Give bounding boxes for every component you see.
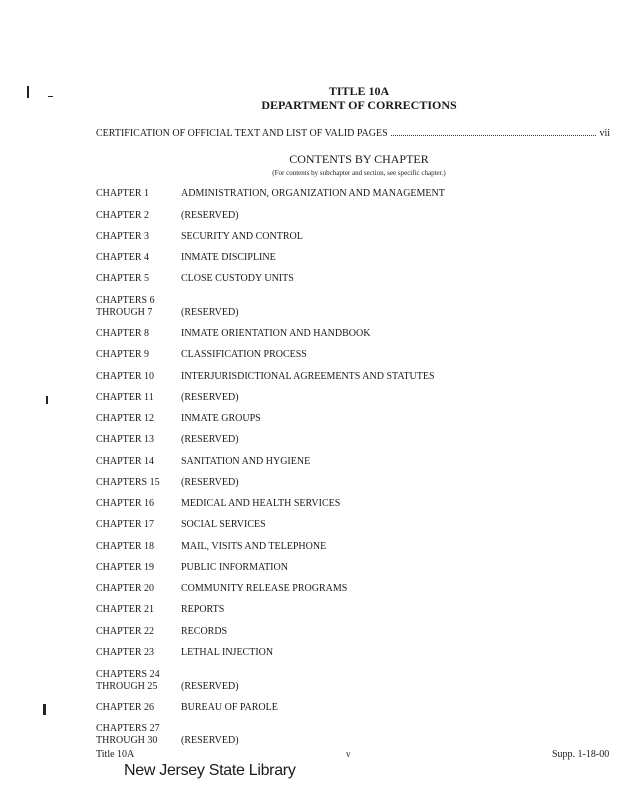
- chapter-title: ADMINISTRATION, ORGANIZATION AND MANAGEMENT: [181, 188, 445, 199]
- chapter-title: (RESERVED): [181, 210, 239, 221]
- chapter-number: CHAPTER 5: [96, 273, 150, 284]
- footer-title: Title 10A: [96, 749, 135, 760]
- chapter-title: SANITATION AND HYGIENE: [181, 456, 311, 467]
- chapter-number: CHAPTER 2: [96, 210, 150, 221]
- certification-label: CERTIFICATION OF OFFICIAL TEXT AND LIST OF VALID PAGES: [96, 128, 388, 139]
- dot-leader: [391, 135, 597, 136]
- chapter-title: PUBLIC INFORMATION: [181, 562, 288, 573]
- certification-line: [96, 128, 610, 139]
- footer-supplement-date: Supp. 1-18-00: [552, 749, 610, 760]
- chapter-number: CHAPTER 8: [96, 328, 150, 339]
- library-stamp: New Jersey State Library: [124, 762, 296, 779]
- chapter-title: CLOSE CUSTODY UNITS: [181, 273, 294, 284]
- chapter-number: CHAPTER 20: [96, 583, 155, 594]
- chapter-title: (RESERVED): [181, 307, 239, 318]
- chapter-number: CHAPTERS 24 THROUGH 25: [96, 669, 160, 692]
- chapter-number: CHAPTERS 15: [96, 477, 160, 488]
- footer-page-number: v: [346, 749, 351, 759]
- chapter-number: CHAPTER 14: [96, 456, 155, 467]
- document-subtitle: DEPARTMENT OF CORRECTIONS: [261, 98, 457, 112]
- chapter-number: CHAPTER 13: [96, 434, 155, 445]
- chapter-title: (RESERVED): [181, 681, 239, 692]
- chapter-number: CHAPTER 18: [96, 541, 155, 552]
- chapter-title: LETHAL INJECTION: [181, 647, 274, 658]
- chapter-number: CHAPTER 11: [96, 392, 154, 403]
- document-title: TITLE 10A: [328, 84, 390, 98]
- chapter-title: INMATE ORIENTATION AND HANDBOOK: [181, 328, 371, 339]
- chapter-number: CHAPTER 10: [96, 371, 155, 382]
- scan-mark: [46, 396, 48, 404]
- chapter-number: CHAPTER 17: [96, 519, 155, 530]
- chapter-number: CHAPTER 3: [96, 231, 150, 242]
- chapter-number: CHAPTER 19: [96, 562, 155, 573]
- chapter-number: CHAPTERS 27 THROUGH 30: [96, 723, 160, 746]
- certification-page: vii: [599, 128, 610, 139]
- chapter-title: COMMUNITY RELEASE PROGRAMS: [181, 583, 348, 594]
- chapter-title: RECORDS: [181, 626, 228, 637]
- chapter-title: SECURITY AND CONTROL: [181, 231, 303, 242]
- chapter-number: CHAPTER 23: [96, 647, 155, 658]
- contents-note: (For contents by subchapter and section, see specific chapter.): [272, 169, 446, 177]
- contents-heading: CONTENTS BY CHAPTER: [289, 152, 429, 166]
- chapter-title: INTERJURISDICTIONAL AGREEMENTS AND STATUTES: [181, 371, 435, 382]
- chapter-number: CHAPTER 21: [96, 604, 155, 615]
- chapter-title: SOCIAL SERVICES: [181, 519, 266, 530]
- chapter-title: INMATE GROUPS: [181, 413, 261, 424]
- chapter-title: INMATE DISCIPLINE: [181, 252, 276, 263]
- chapter-title: MEDICAL AND HEALTH SERVICES: [181, 498, 341, 509]
- chapter-number: CHAPTER 1: [96, 188, 150, 199]
- chapter-title: (RESERVED): [181, 434, 239, 445]
- chapter-number: CHAPTER 16: [96, 498, 155, 509]
- chapter-title: MAIL, VISITS AND TELEPHONE: [181, 541, 327, 552]
- chapter-title: CLASSIFICATION PROCESS: [181, 349, 307, 360]
- chapter-number: CHAPTER 26: [96, 702, 155, 713]
- chapter-title: REPORTS: [181, 604, 225, 615]
- chapter-number: CHAPTER 9: [96, 349, 150, 360]
- scan-mark: [43, 704, 46, 715]
- chapter-title: (RESERVED): [181, 477, 239, 488]
- chapter-number: CHAPTER 22: [96, 626, 155, 637]
- chapter-title: (RESERVED): [181, 735, 239, 746]
- chapter-number: CHAPTER 12: [96, 413, 155, 424]
- chapter-number: CHAPTER 4: [96, 252, 150, 263]
- chapter-title: (RESERVED): [181, 392, 239, 403]
- chapter-number: CHAPTERS 6 THROUGH 7: [96, 295, 155, 318]
- chapter-title: BUREAU OF PAROLE: [181, 702, 278, 713]
